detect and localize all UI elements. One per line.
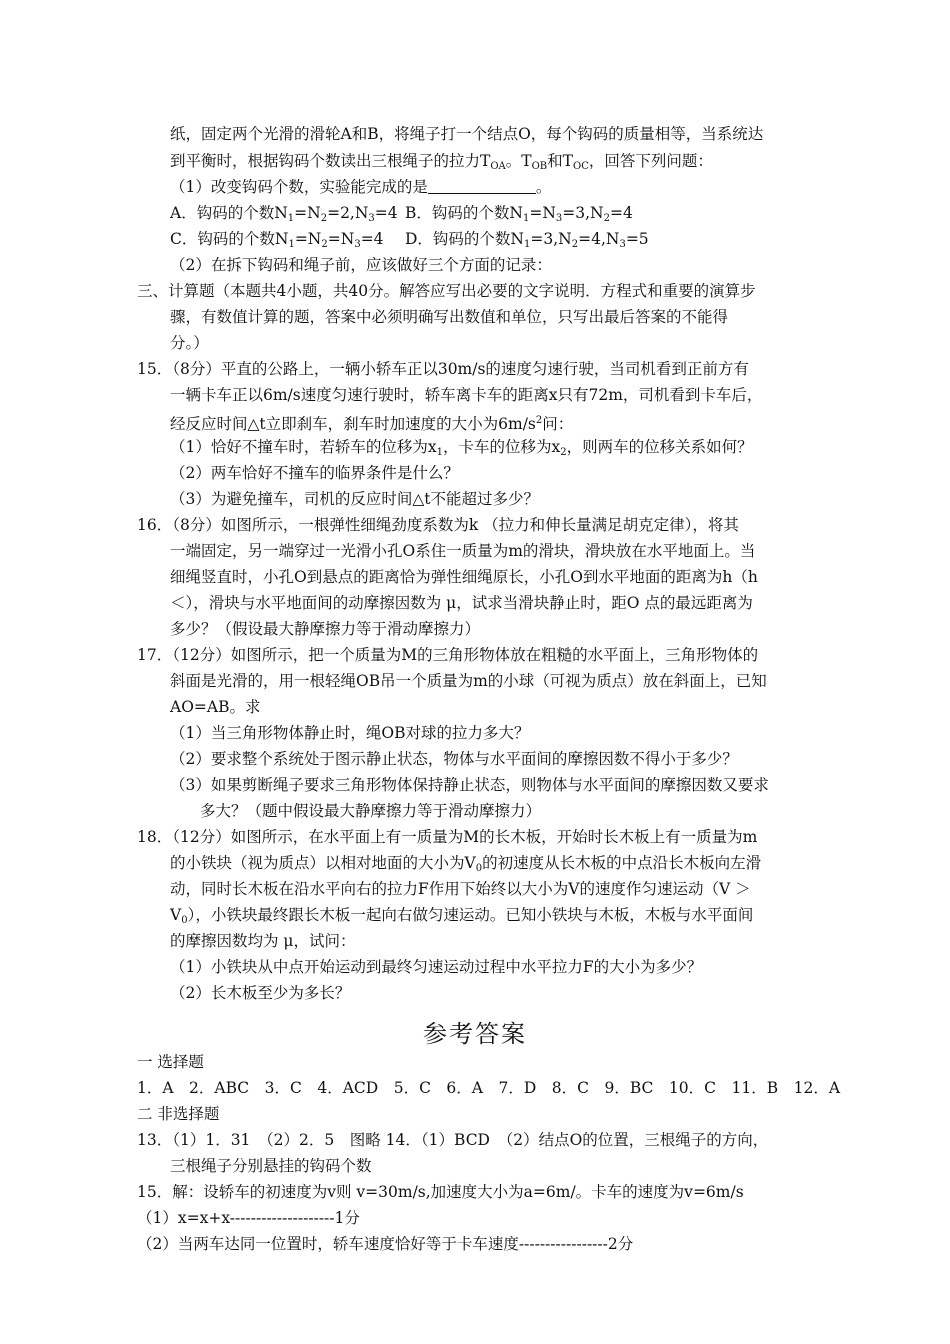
- q14-part1: [170, 177, 551, 197]
- option-c-text3: =N: [327, 230, 355, 248]
- q15-part2: （2）两车恰好不撞车的临界条件是什么？: [170, 464, 459, 482]
- sub-2: 2: [320, 213, 328, 224]
- q15-line3-end: 问：: [542, 415, 574, 433]
- q14-option-c: [170, 229, 384, 255]
- q16-line4: ＜），滑块与水平地面间的动摩擦因数为 μ，试求当滑块静止时，距O 点的最远距离为: [170, 594, 753, 612]
- section3-line1: 三、计算题（本题共4小题，共40分。解答应写出必要的文字说明．方程式和重要的演算步: [137, 282, 756, 300]
- option-b-text2: =N: [529, 204, 556, 222]
- q15-part1-text: （1）恰好不撞车时，若轿车的位移为x: [170, 438, 437, 456]
- answer-15-part2: （2）当两车达同一位置时，轿车速度恰好等于卡车速度-----------------2分: [137, 1235, 634, 1253]
- q17-line1: 17．（12分）如图所示，把一个质量为M的三角形物体放在粗糙的水平面上，三角形物体的: [137, 646, 759, 664]
- q14-line2: [170, 151, 713, 177]
- q18-line2-end: 的初速度从长木板的中点沿长木板向左滑: [482, 854, 762, 872]
- q14-line2-text2: 。T: [505, 152, 532, 170]
- option-d-text4: =5: [625, 230, 649, 248]
- q14-option-d: [405, 229, 649, 255]
- superscript-2: 2: [535, 415, 543, 426]
- q17-line3: AO=AB。求: [170, 698, 261, 716]
- q15-part1-text2: ，卡车的位移为x: [442, 438, 561, 456]
- q17-part3: （3）如果剪断绳子要求三角形物体保持静止状态，则物体与水平面间的摩擦因数又要求: [170, 776, 769, 794]
- answers-part2: 二 非选择题: [137, 1105, 220, 1123]
- option-a-text2: =N: [294, 204, 321, 222]
- section3-line2: 骤，有数值计算的题，答案中必须明确写出数值和单位，只写出最后答案的不能得: [170, 308, 729, 326]
- q18-line4: [170, 905, 753, 931]
- sub-0: 0: [475, 863, 483, 874]
- q18-line3: 动，同时长木板在沿水平向右的拉力F作用下始终以大小为V的速度作匀速运动（V ＞: [170, 880, 751, 898]
- sub-2: 2: [603, 213, 610, 224]
- answer-15-part1: （1）x=x+x--------------------1分: [137, 1209, 360, 1227]
- sub-x1: 1: [436, 447, 443, 458]
- q16-line3: 细绳竖直时，小孔O到悬点的距离恰为弹性细绳原长，小孔O到水平地面的距离为h（h: [170, 568, 758, 586]
- q15-line3: [170, 411, 573, 434]
- q14-option-b: [405, 203, 633, 229]
- answer-13-line1: 13．（1）1．31 （2）2．5 图略 14．（1）BCD （2）结点O的位置，三根绳子的方向，: [137, 1131, 769, 1149]
- q15-part3: （3）为避免撞车，司机的反应时间△t不能超过多少？: [170, 490, 540, 508]
- option-b-text: B．钩码的个数N: [405, 204, 523, 222]
- sub-0: 0: [181, 915, 188, 926]
- sub-x2: 2: [560, 447, 567, 458]
- q17-part1: （1）当三角形物体静止时，绳OB对球的拉力多大？: [170, 724, 530, 742]
- q15-line3-text: 经反应时间△t立即刹车，刹车时加速度的大小为6m/s: [170, 415, 536, 433]
- option-c-text2: =N: [294, 230, 322, 248]
- q18-part1: （1）小铁块从中点开始运动到最终匀速运动过程中水平拉力F的大小为多少？: [170, 958, 703, 976]
- sub-3: 3: [368, 213, 375, 224]
- answers-multiple-choice: 1．A 2．ABC 3．C 4．ACD 5．C 6．A 7．D 8．C 9．BC 10．C 11．B 12．A: [137, 1079, 841, 1097]
- q18-line4-text: ），小铁块最终跟长木板一起向右做匀速运动。已知小铁块与木板，木板与水平面间: [187, 906, 754, 924]
- q15-part1-text3: ，则两车的位移关系如何？: [566, 438, 753, 456]
- q14-part1-end: 。: [535, 178, 552, 196]
- q15-line2: 一辆卡车正以6m/s速度匀速行驶时，轿车离卡车的距离x只有72m，司机看到卡车后，: [170, 386, 763, 404]
- option-d-text: D．钩码的个数N: [405, 230, 524, 248]
- q15-line1: 15．（8分）平直的公路上，一辆小轿车正以30m/s的速度匀速行驶，当司机看到正前方有: [137, 360, 749, 378]
- option-b-text3: =3,N: [562, 204, 604, 222]
- sub-2: 2: [571, 239, 579, 250]
- q16-line2: 一端固定，另一端穿过一光滑小孔O系住一质量为m的滑块，滑块放在水平地面上。当: [170, 542, 756, 560]
- q18-part2: （2）长木板至少为多长？: [170, 984, 351, 1002]
- q18-line4-v: V: [170, 906, 182, 924]
- answers-part1: 一 选择题: [137, 1053, 204, 1071]
- answer-15-line1: 15．解：设轿车的初速度为v则 v=30m/s,加速度大小为a=6m/。卡车的速度为v=6m/s: [137, 1183, 744, 1201]
- subscript-oc: OC: [573, 161, 589, 172]
- sub-1: 1: [287, 213, 295, 224]
- q17-part2: （2）要求整个系统处于图示静止状态，物体与水平面间的摩擦因数不得小于多少？: [170, 750, 738, 768]
- q14-part1-text: （1）改变钩码个数，实验能完成的是: [170, 178, 428, 196]
- option-d-text2: =3,N: [530, 230, 572, 248]
- sub-3: 3: [619, 239, 626, 250]
- answer-13-line2: 三根绳子分别悬挂的钩码个数: [170, 1157, 372, 1175]
- q14-line2-text3: 和T: [547, 152, 573, 170]
- q15-part1: [170, 437, 753, 463]
- q16-line5: 多少？（假设最大静摩擦力等于滑动摩擦力）: [170, 620, 481, 638]
- sub-1: 1: [288, 239, 295, 250]
- option-a-text4: =4: [374, 204, 398, 222]
- sub-1: 1: [522, 213, 530, 224]
- q17-part3-cont: 多大？（题中假设最大静摩擦力等于滑动摩擦力）: [200, 802, 542, 820]
- option-c-text4: =4: [360, 230, 384, 248]
- q14-line1: 纸，固定两个光滑的滑轮A和B，将绳子打一个结点O，每个钩码的质量相等，当系统达: [170, 125, 764, 143]
- q18-line2-text: 的小铁块（视为质点）以相对地面的大小为V: [170, 854, 476, 872]
- option-b-text4: =4: [610, 204, 633, 222]
- sub-3: 3: [555, 213, 563, 224]
- sub-1: 1: [524, 239, 531, 250]
- q18-line5: 的摩擦因数均为 μ，试问：: [170, 932, 356, 950]
- q14-line2-text: 到平衡时，根据钩码个数读出三根绳子的拉力T: [170, 152, 491, 170]
- q16-line1: 16．（8分）如图所示，一根弹性细绳劲度系数为k （拉力和伸长量满足胡克定律），将其: [137, 516, 739, 534]
- q14-option-a: [170, 203, 398, 229]
- q14-part2: （2）在拆下钩码和绳子前，应该做好三个方面的记录：: [170, 256, 552, 274]
- sub-3: 3: [354, 239, 361, 250]
- option-d-text3: =4,N: [578, 230, 620, 248]
- answer-blank: [428, 179, 536, 194]
- q18-line2: [170, 853, 761, 879]
- sub-2: 2: [321, 239, 328, 250]
- option-a-text3: =2,N: [327, 204, 369, 222]
- q14-line2-text4: ，回答下列问题：: [588, 152, 713, 170]
- option-a-text: A．钩码的个数N: [170, 204, 288, 222]
- q18-line1: 18．（12分）如图所示，在水平面上有一质量为M的长木板，开始时长木板上有一质量为m: [137, 828, 758, 846]
- subscript-ob: OB: [531, 161, 548, 172]
- subscript-oa: OA: [490, 161, 506, 172]
- answers-title: 参考答案: [423, 1020, 527, 1048]
- section3-line3: 分。）: [170, 334, 209, 352]
- q17-line2: 斜面是光滑的，用一根轻绳OB吊一个质量为m的小球（可视为质点）放在斜面上，已知: [170, 672, 767, 690]
- option-c-text: C．钩码的个数N: [170, 230, 289, 248]
